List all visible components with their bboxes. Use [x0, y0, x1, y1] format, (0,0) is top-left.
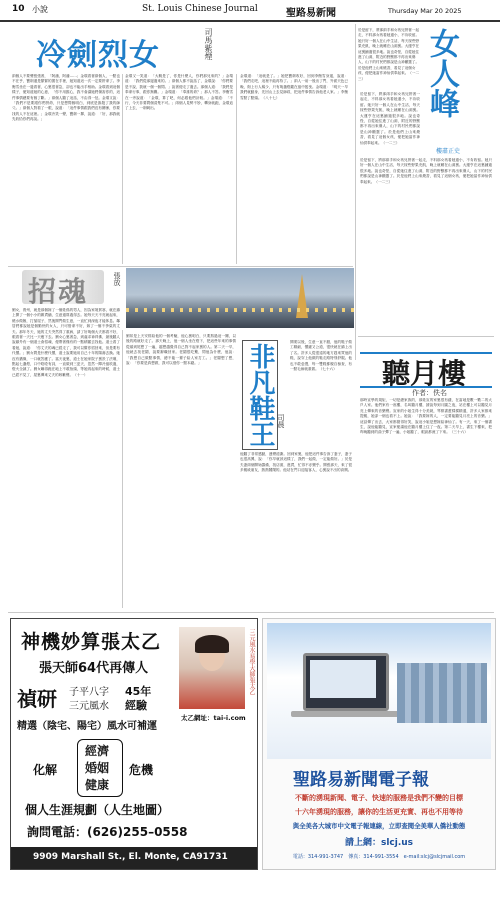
story-title-zhaohun-text: 招魂	[28, 275, 89, 308]
ad-photo-city	[267, 623, 491, 759]
divider-horizontal	[358, 336, 494, 337]
bridge-lights	[126, 308, 354, 312]
story-text-xiewang-col1: 劉邦是上天安排給他的一個考驗，他心裏明白，只要熬過這一關，以後的路就好走了。那天晚上，他一個人坐在燈下，把這些年來的事情從頭到尾想了一遍，越想越覺得自己對不起家裏的人。第二天一早，他就去找老闆，說要辭職回家。老闆很吃驚，問他為什麼，他說：「我想自己做點事情，總不能一輩子給人家打工。」老闆想了想，說：「你要是真想做，我可以借你一點本錢。」	[126, 334, 236, 366]
ad-lineage: 張天師64代再傳人	[39, 661, 149, 676]
ad-phone: 詢問電話：(626)255–0558	[27, 825, 188, 839]
divider-vertical	[122, 330, 123, 608]
advertisement-fengshui	[10, 618, 258, 870]
story-author-zhaohun: 張放	[113, 272, 121, 286]
header-rule	[0, 20, 500, 22]
story-title-tingyuelou-text: 聽月樓	[382, 357, 467, 390]
story-text-xiewang-col2: 他聽了非常感動，連聲道謝。回到家裏，他把這件事告訴了妻子，妻子也很高興，說：「你早就該這樣了，我們一起做，一定能做好。」於是夫妻兩個開始籌備，找店面，進貨，忙得不亦樂乎。開張那天，來了很多親戚朋友，熱熱鬧鬧的。他站在門口迎接客人，心裏說不出的高興。	[240, 452, 352, 473]
ad-resolve-label: 化解	[33, 763, 58, 777]
ad-address: 9909 Marshall St., El. Monte, CA91731	[33, 852, 228, 862]
divider-horizontal	[8, 266, 353, 267]
ad-item-health: 健康	[85, 778, 110, 792]
story-text-lengjian-col3: 金環道：「這就是了。」她把寶劍收好，回到李衡雪身邊，說道：「我們走吧，這裡不能再待了。」兩人一前一後出了門，外面天色已晚，街上行人稀少，只有幾盞燈籠在風中搖曳。金環道：「明天一早我們就動身，先回山上去見師叔，把這件事情告訴他老人家。」李衡雪點了點頭。（八十七）	[240, 74, 348, 100]
ad-enews-title: 聖路易新聞電子報	[293, 770, 429, 790]
ad-enews-site[interactable]: 請上網：slcj.us	[344, 838, 414, 848]
story-text-nvrenfeng-bottom: 於是留下，將那兩手和女孩兒拼著一起走，不料那女孩看她還小，不肯收留。她只好一個人在山中生活，每天採些野果充飢，晚上就睡在山洞裏。大運亨在這裏鋪過很多地。說也奇怪，自從她住進了山洞，附近的野獸都不再出來傷人，山下的村民們都說是山神顯靈了。於是他們上山來燒香，看見了這個女孩，便把她當作神仙供奉起來。（一二三）	[360, 158, 492, 184]
ad-enews-line2: 十六年湧現的服務，讓你的生活更充實、再也不用等待	[295, 808, 463, 816]
ad-website: 太乙網址：tai-i.com	[181, 714, 246, 722]
ad-items-box	[77, 739, 123, 797]
section-name: 小說	[32, 5, 48, 14]
ad-trait-1: 子平八字	[69, 687, 109, 698]
author-label: 作者：	[412, 389, 433, 397]
story-text-tingyuelou: 那時宣學的規矩，一切是總家族的，那姓宣的家裏很有錢，在當地是數一數二的大戶人家。他們家有一座樓，名叫聽月樓，據說每到月圓之夜，站在樓上可以聽見月亮上傳來的音樂聲。宣家的小姐生得十分美貌，琴棋書畫樣樣精通，許多人家都來提親，她卻一個也看不上。她說：「我要嫁的人，一定要能聽見月亮上的音樂。」這話傳了出去，大家都覺得好笑，說這小姐是想嫁給神仙了。有一天，來了一個書生，說他能聽見，宣家便讓他在聽月樓上住了一夜。第二天早上，書生下樓來，把昨晚聽到的曲子彈了一遍，小姐聽了，眼淚都流了下來。（三十六）	[360, 398, 492, 435]
ad-trait-2: 三元風水	[69, 701, 109, 712]
story-title-xiewang: 非凡鞋王	[242, 340, 278, 450]
photo-paris-night	[126, 268, 354, 328]
page-number: 10	[12, 4, 25, 14]
story-text-zhaohun: 劉女，貴州，就是那個嫁了一個姓孫的男人，因為家境貧寒，就在鎮上開了一個小小的雜貨舖，生意還算過得去。她每天天不亮就起來，燒水做飯，打掃屋子，然後開門做生意，一直忙到深夜才能休息。鄰居們都說她是個勤快的女人，只可惜命不好，嫁了一個不爭氣的丈夫。那年冬天，她的丈夫突然得了重病，請了好幾個大夫都看不好，眼看著一天比一天瘦下去。劉女心裏著急，到處求神拜佛，最後聽人說鎮外有一個道士會招魂，便帶著僅有的一點積蓄去找他。道士看了看她，說道：「你丈夫的魂已經走了，我可以幫你招回來，但是要有代價。」劉女問是什麼代價，道士說要她用自己十年的陽壽去換。她沒有猶豫，一口就答應了。當天夜裏，道士在她家院子裏設了法壇，點起七盞燈，口中唸唸有詞，一直做到三更天，忽然一陣冷風吹過，燈火全滅了。劉女嚇得跪在地上不敢抬頭，等她再起來的時候，道士已經不見了，屋裏傳來丈夫的咳嗽聲。（十一）	[12, 308, 120, 377]
story-title-lengjian: 冷劍烈女	[36, 38, 160, 73]
ad-years-label: 經驗	[125, 699, 147, 712]
divider-vertical	[355, 24, 356, 360]
ad-item-economy: 經濟	[85, 744, 110, 758]
story-text-xiewang-col3: 開業以後，生意一直不錯，他的鞋子做工精細，價錢又公道，很快就在鎮上出了名。許多人從很遠的地方趕來買他的鞋，說穿上他做的鞋走路特別舒服。他也不敢怠慢，每一雙鞋都親自檢查，有一點毛病就重做。（七十六）	[290, 340, 352, 372]
story-author-nvrenfeng: 樓肅正史	[436, 148, 461, 155]
issue-date: Thursday Mar 20 2025	[388, 7, 462, 15]
story-text-lengjian-col2: 金環又一笑道：「大概是了，你是什麼人，你們那兒來的？」金環道：「我們從那邊過來的。」兩個人都不說話了，金環說：「你們要是不說，我就一個一個問。」說著便走了過去。那個人道：「我們是奉命行事，跟你無關。」金環道：「奉誰的命？」那人不答。李衡雪在一旁說道：「金環，算了吧，何必跟他們計較。」金環道：「不行，今天非要問個清楚不可。」兩個人見勢不妙，轉身就跑，金環追了上去，一劍刺出。	[125, 74, 233, 111]
story-text-nvrenfeng-top: 於是留下，將那兩手和女孩兒拼著一起走，不料那女孩看她還小，不肯收留。她只好一個人在山中生活，每天採些野果充飢，晚上就睡在山洞裏。大運亨在這裏鋪過很多地。說也奇怪，自從她住進了山洞，附近的野獸都不再出來傷人，山下的村民們都說是山神顯靈了。於是他們上山來燒香，看見了這個女孩，便把她當作神仙供奉起來。（一二三）	[358, 28, 420, 81]
portrait-hair	[195, 635, 229, 653]
story-author-xiewang: 司晨	[277, 414, 285, 428]
divider-vertical	[122, 74, 123, 264]
laptop-base	[291, 711, 399, 717]
ad-item-marriage: 婚姻	[85, 761, 110, 775]
ad-logo-text: 禎研	[17, 687, 57, 711]
ad-enews-line3: 與全美各大城市中文電子報連線，立即查閱全美華人僑社動態	[292, 822, 466, 830]
advertisement-e-newsletter	[262, 618, 496, 870]
author-name: 佚名	[433, 389, 447, 397]
paper-name-en: St. Louis Chinese Journal	[142, 4, 258, 14]
skyline	[397, 663, 487, 723]
paper-name-zh: 聖路易新聞	[286, 8, 336, 19]
ad-services: 精選（陰宅、陽宅）風水可補運	[17, 721, 157, 732]
ad-crisis-label: 危機	[129, 763, 154, 777]
story-title-nvrenfeng: 女人峰	[424, 28, 459, 118]
divider-vertical	[236, 74, 237, 264]
laptop-screen	[310, 660, 376, 698]
ad-consult: 個人生涯規劃（人生地圖）	[25, 803, 170, 817]
ad-address-bar	[11, 847, 257, 869]
ad-years: 45年	[125, 685, 152, 698]
story-text-lengjian-col1: 兩個人不要聲張張著，「阿潘，阿潘……」金環看著兩個人，一點也不在乎，寶劍還是緊緊的握在手裡，她知道這一次一定要拼命了。李衡雪坐在一邊看著，心裏很著急，卻也不能出手相助。金環看到這個樣子，便知道她的心意，「你不用擔心，我不會讓她們傷害你的，這件事情總要有個了斷。」兩個人聽了這話，不由得一怔。金環又說：「我們不是要跟你們拼命，只是想問個明白，到底是誰殺了我的師父。」兩個人對看了一眼，說道：「這件事情跟我們沒有關係，你要找的人不在這裡。」金環冷笑一聲，寶劍一揮，說道：「好，那我就先收拾你們再說。」	[12, 74, 120, 122]
ad-enews-contacts: 電話：314-991-3747 傳真：314-991-3554 e-mail:slcj@slcjmail.com	[292, 854, 466, 860]
laptop-icon	[303, 653, 389, 711]
ad-company-name: 神機妙算張太乙	[21, 631, 162, 653]
divider-horizontal	[8, 612, 494, 613]
ad-portrait	[179, 627, 245, 709]
story-author-tingyuelou	[412, 388, 447, 398]
story-title-zhaohun	[22, 270, 104, 308]
story-title-tingyuelou	[360, 352, 492, 388]
ad-side-text: 三元風水易學大師張太乙	[248, 629, 255, 695]
ad-enews-line1: 不斷的湧現新聞、電子、快速的服務是我們不變的目標	[295, 794, 463, 802]
story-text-nvrenfeng: 於是留下，將那兩手和女孩兒拼著一起走，不料那女孩看她還小，不肯收留。她只好一個人在山中生活，每天採些野果充飢，晚上就睡在山洞裏。大運亨在這裏鋪過很多地。說也奇怪，自從她住進了山洞，附近的野獸都不再出來傷人，山下的村民們都說是山神顯靈了。於是他們上山來燒香，看見了這個女孩，便把她當作神仙供奉起來。（一二三）	[360, 92, 420, 145]
story-author-lengjian: 司馬紫煙	[204, 28, 213, 60]
